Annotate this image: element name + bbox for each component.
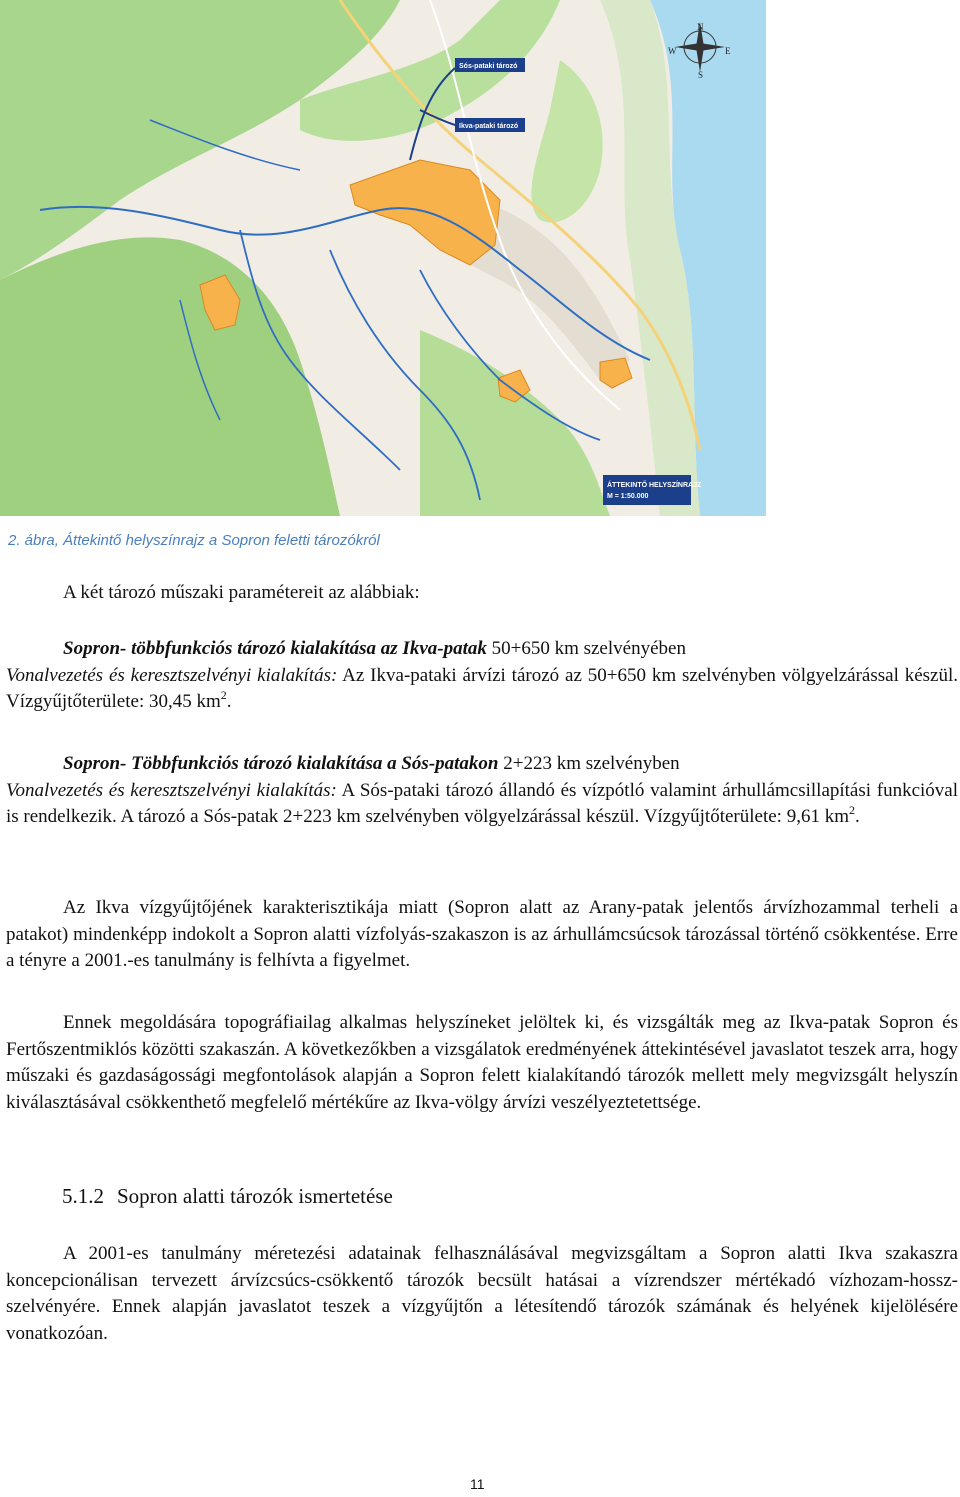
section2-title: Sopron- Többfunkciós tározó kialakítása a Sós-patakon [63,753,499,774]
section1-end: . [226,691,232,712]
compass-south: S [698,70,704,80]
heading-title: Sopron alatti tározók ismertetése [117,1184,393,1208]
section1-label: Vonalvezetés és keresztszelvényi kialakítás: [6,664,338,686]
legend-title: ÁTTEKINTŐ HELYSZÍNRAJZ [607,482,702,489]
section2-text: A Sós-pataki tározó állandó és vízpótló valamint árhullámcsillapítási funkcióval is rendelkezik. A tározó a Sós-patak 2+223 km szelvényben völgyelzárással készül. Vízgyűjtőterülete: 9,61 km [6,779,958,827]
section2-title-rest: 2+223 km szelvényben [498,753,680,774]
intro-paragraph: A két tározó műszaki paramétereit az alábbiak: [63,582,420,603]
paragraph-3: A 2001-es tanulmány méretezési adatainak felhasználásával megvizsgáltam a Sopron alatti Ikva szakaszra koncepcionálisan tervezett árvízcsúcs-csökkentő tározók becsült hatásai a vízrendszer mértékadó vízhozam-hossz-szelvényére. Ennek alapján javaslatot teszek a vízgyűjtőn a létesítendő tározók számának és helyének kijelölésére vonatkozóan. [6,1243,958,1344]
page-number: 11 [470,1476,485,1492]
ikva-patak-label: Ikva-pataki tározó [459,123,519,130]
section1-paragraph [6,636,958,716]
sos-patak-label: Sós-pataki tározó [459,63,518,70]
section1-title: Sopron- többfunkciós tározó kialakítása az Ikva-patak [63,638,487,659]
heading-number: 5.1.2 [62,1184,104,1208]
section2-sup: 2 [848,803,855,817]
section2-label: Vonalvezetés és keresztszelvényi kialakítás: [6,779,337,801]
compass-west: W [668,46,677,56]
legend-scale: M = 1:50.000 [607,493,649,500]
legend-box [603,475,691,505]
section1-text: Az Ikva-pataki árvízi tározó az 50+650 km szelvényben völgyelzárással készül. Vízgyűjtőterülete: 30,45 km [6,664,958,712]
section1-title-rest: 50+650 km szelvényében [486,638,686,659]
overview-map [0,0,766,516]
figure-caption: 2. ábra, Áttekintő helyszínrajz a Sopron feletti tározókról [8,532,380,549]
compass-north: N [697,22,704,32]
section2-paragraph [6,751,958,831]
paragraph-1: Az Ikva vízgyűjtőjének karakterisztikája miatt (Sopron alatt az Arany-patak jelentős árvízhozammal terheli a patakot) mindenképp indokolt a Sopron alatti vízfolyás-szakaszon is az árhullámcsúcsok tározással történő csökkentése. Erre a tényre a 2001.-es tanulmány is felhívta a figyelmet. [6,897,958,971]
compass-east: E [725,46,731,56]
section2-end: . [854,806,860,827]
paragraph-2: Ennek megoldására topográfiailag alkalmas helyszíneket jelöltek ki, és vizsgálták meg az Ikva-patak Sopron és Fertőszentmiklós közötti szakaszán. A következőkben a vizsgálatok eredményének áttekintésével javaslatot teszek arra, hogy műszaki és gazdaságossági megfontolások alapján a Sopron felett kialakítandó tározók mellett mely megvizsgált helyszín kiválasztásával csökkenthető megfelelő mértékűre az Ikva-völgy árvízi veszélyeztetettsége. [6,1012,958,1113]
section1-sup: 2 [220,688,227,702]
section-heading [62,1184,393,1209]
